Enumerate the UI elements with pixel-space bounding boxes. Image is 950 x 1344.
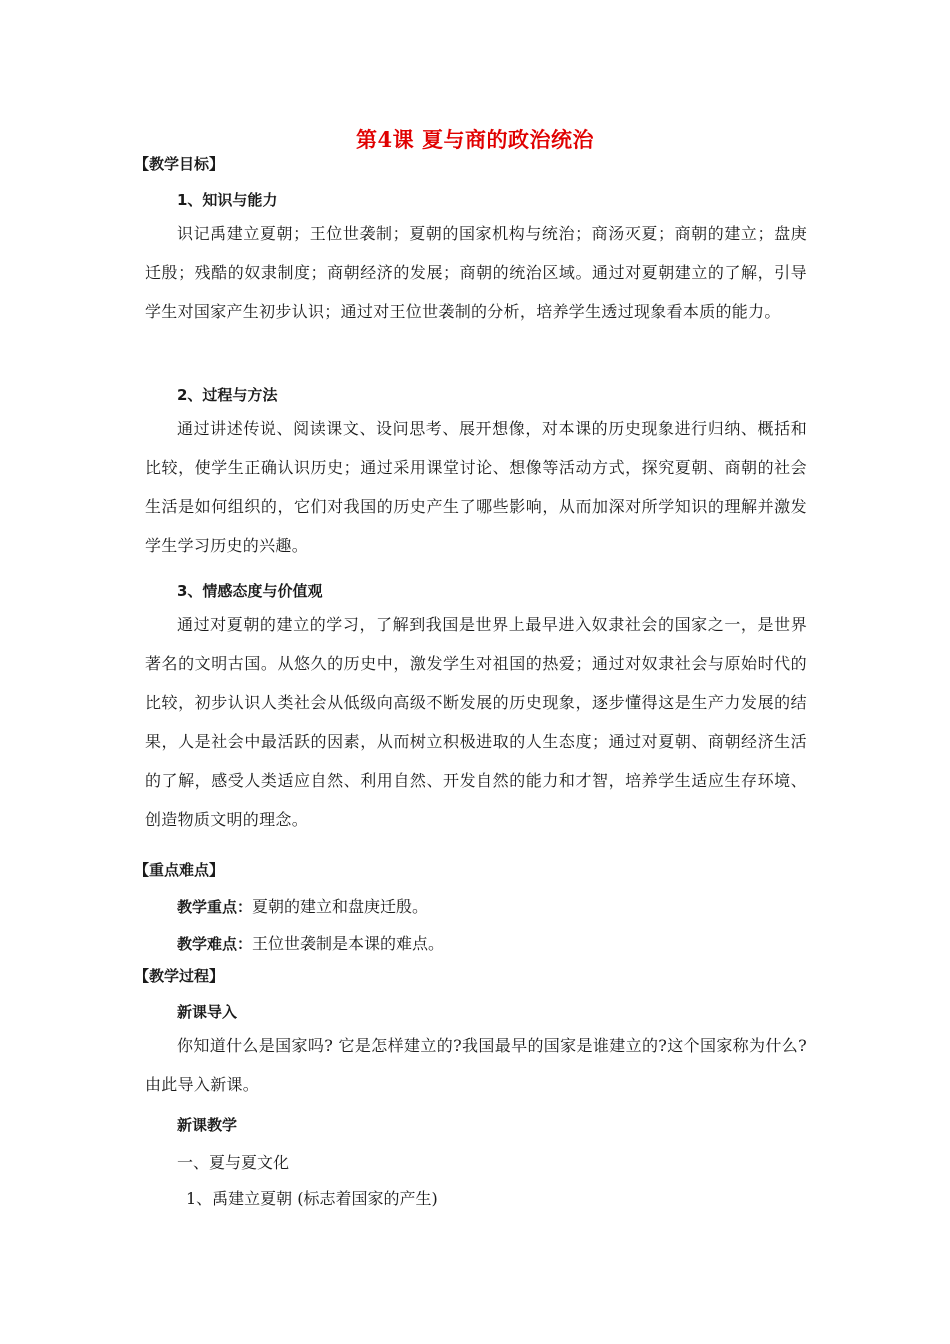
process-method-text: 通过讲述传说、阅读课文、设问思考、展开想像，对本课的历史现象进行归纳、概括和比较，使学生正确认识历史；通过采用课堂讨论、想像等活动方式，探究夏朝、商朝的社会生活是如何组织的，它们对我国的历史产生了哪些影响，从而加深对所学知识的理解并激发学生学习历史的兴趣。 (145, 419, 807, 555)
part-one-heading: 一、夏与夏文化 (177, 1153, 290, 1172)
objectives-heading: 【教学目标】 (134, 155, 225, 173)
item-one-text: 1、禹建立夏朝 (标志着国家的产生) (186, 1189, 438, 1208)
lesson-title: 第4课 夏与商的政治统治 (356, 127, 594, 152)
process-heading: 【教学过程】 (134, 967, 225, 985)
knowledge-ability-heading: 1、知识与能力 (177, 191, 278, 209)
intro-text: 你知道什么是国家吗? 它是怎样建立的?我国最早的国家是谁建立的?这个国家称为什么?由此导入新课。 (145, 1036, 807, 1094)
teaching-difficulty-label: 教学难点： (177, 935, 253, 953)
teaching-difficulty-text: 王位世袭制是本课的难点。 (252, 934, 445, 953)
teaching-heading: 新课教学 (177, 1116, 238, 1134)
teaching-focus-line (177, 894, 428, 917)
key-points-heading: 【重点难点】 (134, 861, 225, 879)
process-method-heading: 2、过程与方法 (177, 386, 278, 404)
emotion-values-text: 通过对夏朝的建立的学习，了解到我国是世界上最早进入奴隶社会的国家之一，是世界著名的文明古国。从悠久的历史中，激发学生对祖国的热爱；通过对奴隶社会与原始时代的比较，初步认识人类社会从低级向高级不断发展的历史现象，逐步懂得这是生产力发展的结果，人是社会中最活跃的因素，从而树立积极进取的人生态度；通过对夏朝、商朝经济生活的了解，感受人类适应自然、利用自然、开发自然的能力和才智，培养学生适应生存环境、创造物质文明的理念。 (145, 615, 807, 829)
teaching-focus-text: 夏朝的建立和盘庚迁殷。 (252, 897, 429, 916)
emotion-values-heading: 3、情感态度与价值观 (177, 582, 323, 600)
teaching-focus-label: 教学重点： (177, 898, 253, 916)
intro-heading: 新课导入 (177, 1003, 238, 1021)
knowledge-ability-text: 识记禹建立夏朝；王位世袭制；夏朝的国家机构与统治；商汤灭夏；商朝的建立；盘庚迁殷；残酷的奴隶制度；商朝经济的发展；商朝的统治区域。通过对夏朝建立的了解，引导学生对国家产生初步认识；通过对王位世袭制的分析，培养学生透过现象看本质的能力。 (145, 224, 807, 321)
teaching-difficulty-line (177, 931, 444, 954)
